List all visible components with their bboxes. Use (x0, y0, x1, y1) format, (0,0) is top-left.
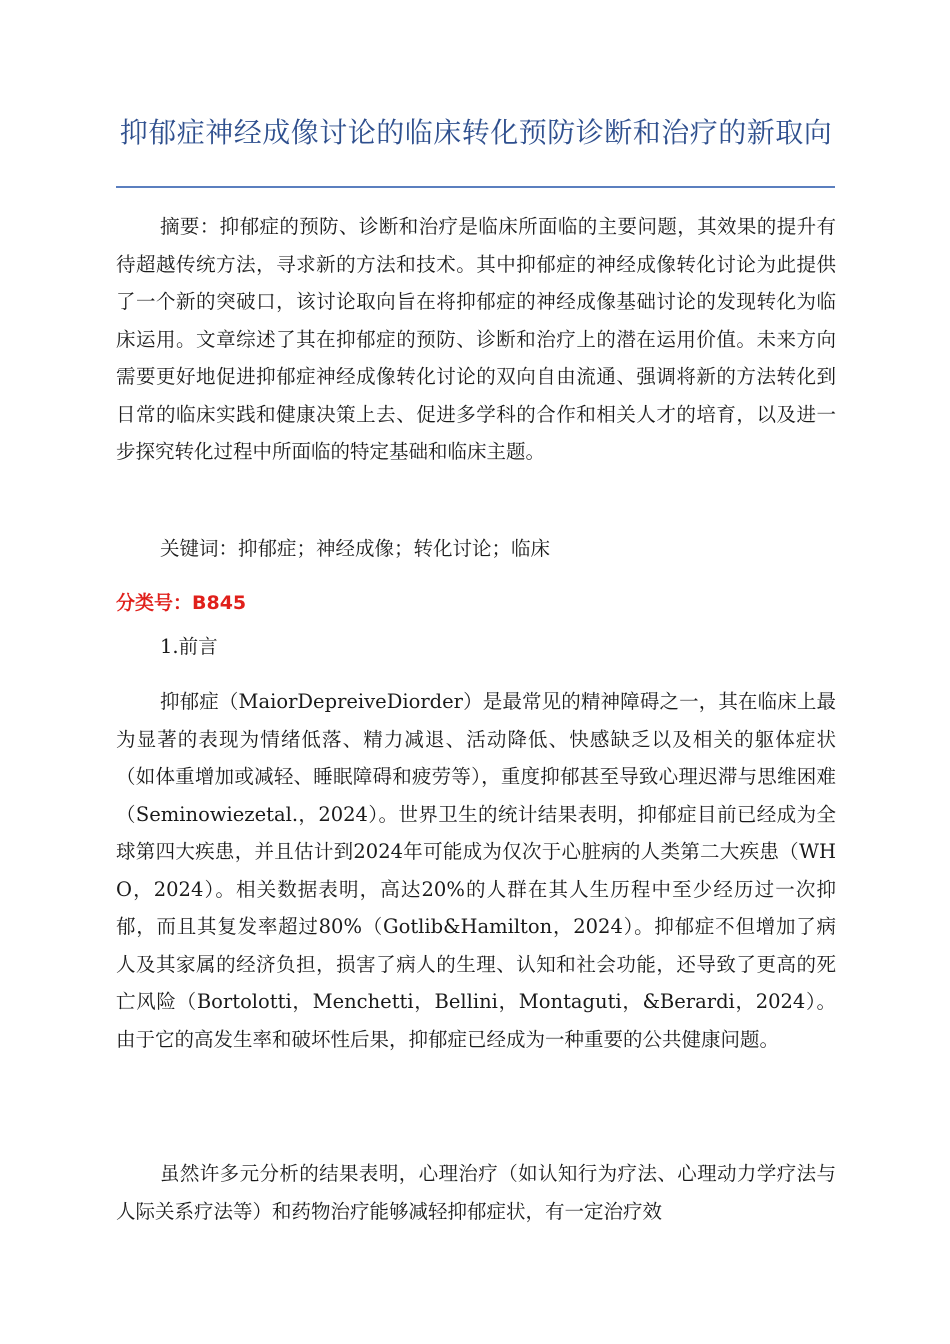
document-title: 抑郁症神经成像讨论的临床转化预防诊断和治疗的新取向 (119, 116, 833, 149)
title-divider (116, 186, 835, 188)
body-paragraph: 虽然许多元分析的结果表明，心理治疗（如认知行为疗法、心理动力学疗法与人际关系疗法等）和药物治疗能够减轻抑郁症状，有一定治疗效 (116, 1162, 836, 1223)
abstract-paragraph: 摘要：抑郁症的预防、诊断和治疗是临床所面临的主要问题，其效果的提升有待超越传统方法，寻求新的方法和技术。其中抑郁症的神经成像转化讨论为此提供了一个新的突破口，该讨论取向旨在将抑郁症的神经成像基础讨论的发现转化为临床运用。文章综述了其在抑郁症的预防、诊断和治疗上的潜在运用价值。未来方向需要更好地促进抑郁症神经成像转化讨论的双向自由流通、强调将新的方法转化到日常的临床实践和健康决策上去、促进多学科的合作和相关人才的培育，以及进一步探究转化过程中所面临的特定基础和临床主题。 (116, 215, 836, 463)
intro-paragraph: 抑郁症（MaiorDepreiveDiorder）是最常见的精神障碍之一，其在临床上最为显著的表现为情绪低落、精力减退、活动降低、快感缺乏以及相关的躯体症状（如体重增加或减轻、睡眠障碍和疲劳等），重度抑郁甚至导致心理迟滞与思维困难（Seminowiezetal.，2024）。世界卫生的统计结果表明，抑郁症目前已经成为全球第四大疾患，并且估计到2024年可能成为仅次于心脏病的人类第二大疾患（WHO，2024）。相关数据表明，高达20%的人群在其人生历程中至少经历过一次抑郁，而且其复发率超过80%（Gotlib&Hamilton，2024）。抑郁症不但增加了病人及其家属的经济负担，损害了病人的生理、认知和社会功能，还导致了更高的死亡风险（Bortolotti，Menchetti，Bellini，Montaguti，&Berardi，2024）。由于它的高发生率和破坏性后果，抑郁症已经成为一种重要的公共健康问题。 (116, 690, 836, 1051)
section-heading: 1.前言 (160, 635, 218, 658)
classification-number: 分类号：B845 (116, 592, 247, 614)
keywords-line: 关键词：抑郁症；神经成像；转化讨论；临床 (160, 537, 551, 560)
